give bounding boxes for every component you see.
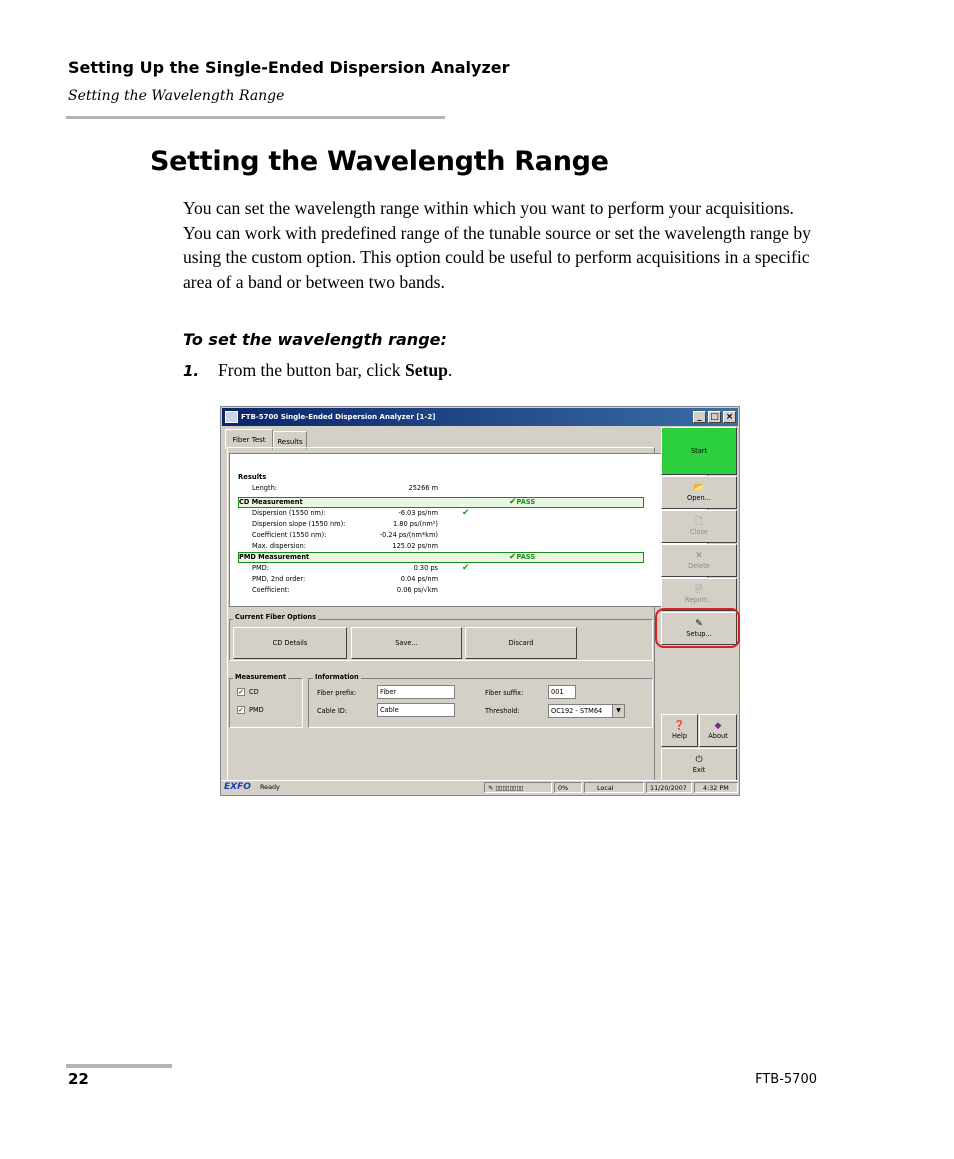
time-cell: 4:32 PM xyxy=(694,782,738,793)
exit-button[interactable] xyxy=(661,748,737,781)
fiber-suffix-label: Fiber suffix: xyxy=(485,689,524,697)
maximize-button[interactable]: □ xyxy=(708,411,721,423)
intro-paragraph: You can set the wavelength range within which you want to perform your acquisitions. You can work with predefined range of the tunable source or set the wavelength range by using the custom option. This option could be useful to perform acquisitions in a specific area of a band or between two bands. xyxy=(183,198,811,292)
progress-cell xyxy=(484,782,552,793)
cd-row-label: Coefficient (1550 nm): xyxy=(252,531,327,539)
delete-button[interactable] xyxy=(661,544,737,577)
section-heading: Setting the Wavelength Range xyxy=(150,146,609,177)
exfo-logo: EXFO xyxy=(224,782,251,792)
cd-section-label: CD Measurement xyxy=(239,498,303,506)
folder-open-icon: 📂 xyxy=(693,483,705,493)
pmd-row xyxy=(238,563,644,574)
footer-product: FTB-5700 xyxy=(755,1072,817,1087)
setup-icon: ✎ xyxy=(695,619,703,629)
cd-row-label: Dispersion slope (1550 nm): xyxy=(252,520,346,528)
fiber-prefix-input[interactable]: Fiber xyxy=(377,685,455,699)
threshold-select[interactable] xyxy=(548,704,625,718)
step-bold: Setup xyxy=(404,360,448,380)
pmd-checkbox-label: PMD xyxy=(249,706,264,714)
delete-label: Delete xyxy=(688,562,710,570)
report-button[interactable] xyxy=(661,578,737,611)
footer-rule xyxy=(66,1064,172,1068)
tab-results[interactable]: Results xyxy=(273,431,307,449)
cd-checkbox[interactable]: ✓ xyxy=(238,688,244,696)
length-value: 25266 m xyxy=(408,484,438,492)
current-fiber-label: Current Fiber Options xyxy=(235,613,317,621)
measurement-label: Measurement xyxy=(235,673,287,681)
open-label: Open... xyxy=(687,494,711,502)
cd-row xyxy=(238,541,644,552)
app-titlebar xyxy=(222,408,738,426)
length-label: Length: xyxy=(252,484,277,492)
report-icon: 🖹 xyxy=(695,585,703,595)
cd-row-label: Dispersion (1550 nm): xyxy=(252,509,326,517)
pmd-row-label: PMD, 2nd order: xyxy=(252,575,306,583)
cd-row-label: Max. dispersion: xyxy=(252,542,306,550)
pmd-row-value: 0.30 ps xyxy=(413,564,438,572)
setup-label: Setup... xyxy=(686,630,712,638)
app-icon xyxy=(225,411,238,423)
fiber-suffix-input[interactable]: 001 xyxy=(548,685,576,699)
cd-row xyxy=(238,508,644,519)
pmd-row-label: Coefficient: xyxy=(252,586,290,594)
setup-highlight-callout xyxy=(655,608,740,648)
pmd-row-value: 0.04 ps/nm xyxy=(400,575,438,583)
cd-checkbox-label: CD xyxy=(249,688,259,696)
information-label: Information xyxy=(315,673,359,681)
check-icon: ✔ xyxy=(462,563,470,573)
open-button[interactable] xyxy=(661,476,737,509)
app-title: FTB-5700 Single-Ended Dispersion Analyzer [1-2] xyxy=(241,413,436,421)
status-bar xyxy=(222,780,738,794)
power-icon: ⏻ xyxy=(695,755,703,765)
measurement-group xyxy=(229,678,303,728)
step-1 xyxy=(183,360,452,381)
about-button[interactable] xyxy=(699,714,737,747)
cd-section-header xyxy=(238,497,644,508)
check-icon: ✔ xyxy=(509,497,517,507)
threshold-label: Threshold: xyxy=(485,707,520,715)
procedure-title: To set the wavelength range: xyxy=(183,330,447,349)
pmd-checkbox[interactable]: ✓ xyxy=(238,706,244,714)
information-group xyxy=(308,678,653,728)
exit-label: Exit xyxy=(692,766,706,774)
step-number: 1. xyxy=(183,362,200,380)
delete-x-icon: ✕ xyxy=(695,551,703,561)
threshold-value: OC192 - STM64 xyxy=(551,707,603,715)
check-icon: ✔ xyxy=(509,552,517,562)
check-icon: ✔ xyxy=(462,508,470,518)
cd-row xyxy=(238,519,644,530)
results-title: Results xyxy=(238,473,267,481)
pmd-section-header xyxy=(238,552,644,563)
cable-id-label: Cable ID: xyxy=(317,707,348,715)
fiber-prefix-label: Fiber prefix: xyxy=(317,689,357,697)
running-header-title: Setting Up the Single-Ended Dispersion Analyzer xyxy=(68,58,510,77)
progress-bar-icon: ✎ ▯▯▯▯▯▯▯▯ xyxy=(488,784,524,792)
step-text: From the button bar, click xyxy=(218,360,405,380)
cd-row-value: 125.02 ps/nm xyxy=(392,542,438,550)
help-label: Help xyxy=(671,732,688,740)
step-end: . xyxy=(447,360,453,380)
book-icon: ◆ xyxy=(714,721,722,731)
status-text: Ready xyxy=(260,783,280,791)
about-label: About xyxy=(708,732,728,740)
chevron-down-icon[interactable]: ▼ xyxy=(612,705,624,717)
close-button[interactable] xyxy=(661,510,737,543)
start-button[interactable]: Start xyxy=(661,427,737,475)
progress-percent: 0% xyxy=(554,782,582,793)
app-screenshot xyxy=(220,406,740,796)
cd-pass-badge xyxy=(509,498,535,507)
pmd-row xyxy=(238,574,644,585)
cable-id-input[interactable]: Cable xyxy=(377,703,455,717)
pmd-section-label: PMD Measurement xyxy=(239,553,310,561)
date-cell: 11/20/2007 xyxy=(646,782,692,793)
cd-row-value: 1.80 ps/(nm²) xyxy=(392,520,438,528)
document-icon: 🗋 xyxy=(695,517,703,527)
close-label: Close xyxy=(690,528,708,536)
page-number: 22 xyxy=(68,1070,89,1088)
cd-row-value: -6.03 ps/nm xyxy=(398,509,438,517)
pmd-row xyxy=(238,585,644,596)
cd-status: PASS xyxy=(516,498,536,506)
running-header-subtitle: Setting the Wavelength Range xyxy=(68,88,285,104)
pmd-pass-badge xyxy=(509,553,535,562)
tab-fiber-test[interactable]: Fiber Test xyxy=(225,429,273,449)
cd-row-value: -0.24 ps/(nm*km) xyxy=(379,531,438,539)
results-box xyxy=(229,453,708,607)
close-window-button[interactable]: × xyxy=(723,411,736,423)
help-icon: ❓ xyxy=(673,721,686,731)
pmd-row-label: PMD: xyxy=(252,564,269,572)
cd-row xyxy=(238,530,644,541)
mode-cell: Local xyxy=(584,782,644,793)
pmd-row-value: 0.06 ps/√km xyxy=(396,586,438,594)
report-label: Report... xyxy=(684,596,714,604)
minimize-button[interactable]: _ xyxy=(693,411,706,423)
length-row xyxy=(238,483,644,494)
save-button[interactable]: Save... xyxy=(351,627,462,659)
pmd-status: PASS xyxy=(516,553,536,561)
header-rule xyxy=(66,116,445,119)
discard-button[interactable]: Discard xyxy=(465,627,577,659)
help-button[interactable] xyxy=(661,714,698,747)
cd-details-button[interactable]: CD Details xyxy=(233,627,347,659)
